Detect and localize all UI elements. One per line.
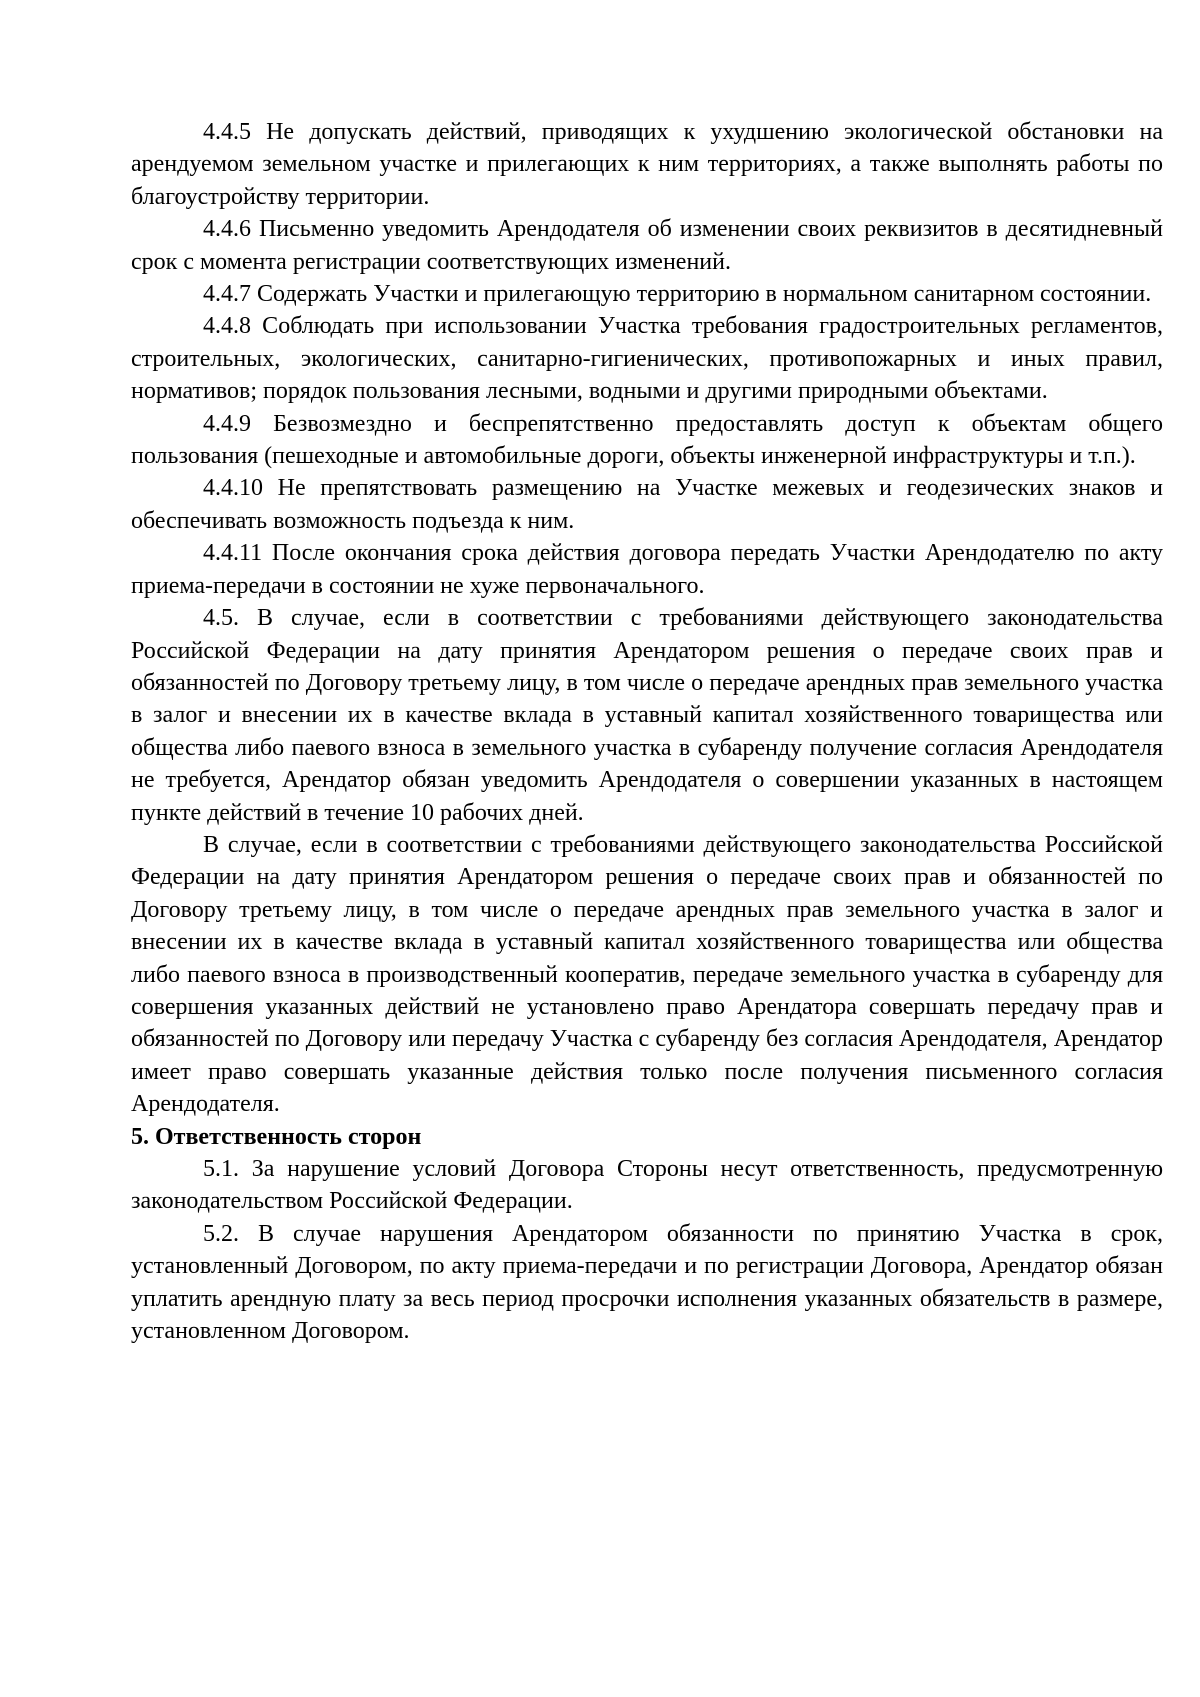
clause-4-4-8: 4.4.8 Соблюдать при использовании Участка требования градостроительных регламентов, строительных, экологических, санитарно-гигиенических, противопожарных и иных правил, нормативов; порядок пользования лесными, водными и другими природными объектами. — [131, 313, 1163, 405]
clause-5-1: 5.1. За нарушение условий Договора Стороны несут ответственность, предусмотренную законодательством Российской Федерации. — [131, 1156, 1163, 1215]
clause-4-5-continuation: В случае, если в соответствии с требованиями действующего законодательства Российской Федерации на дату принятия Арендатором решения о передаче своих прав и обязанностей по Договору третьему лицу, в том числе о передаче арендных прав земельного участка в залог и внесении их в качестве вклада в уставный капитал хозяйственного товарищества или общества либо паевого взноса в производственный кооператив, передаче земельного участка в субаренду для совершения указанных действий не установлено право Арендатора совершать передачу прав и обязанностей по Договору или передачу Участка с субаренду без согласия Арендодателя, Арендатор имеет право совершать указанные действия только после получения письменного согласия Арендодателя. — [131, 831, 1163, 1118]
clause-4-4-11: 4.4.11 После окончания срока действия договора передать Участки Арендодателю по акту приема-передачи в состоянии не хуже первоначального. — [131, 540, 1163, 599]
clause-5-2: 5.2. В случае нарушения Арендатором обязанности по принятию Участка в срок, установленный Договором, по акту приема-передачи и по регистрации Договора, Арендатор обязан уплатить арендную плату за весь период просрочки исполнения указанных обязательств в размере, установленном Договором. — [131, 1220, 1163, 1345]
document-page — [131, 116, 1163, 1347]
section-heading: 5. Ответственность сторон — [131, 1123, 422, 1150]
clause-4-4-6: 4.4.6 Письменно уведомить Арендодателя об изменении своих реквизитов в десятидневный срок с момента регистрации соответствующих изменений. — [131, 216, 1163, 275]
clause-4-5: 4.5. В случае, если в соответствии с требованиями действующего законодательства Российской Федерации на дату принятия Арендатором решения о передаче своих прав и обязанностей по Договору третьему лицу, в том числе о передаче арендных прав земельного участка в залог и внесении их в качестве вклада в уставный капитал хозяйственного товарищества или общества либо паевого взноса в земельного участка в субаренду получение согласия Арендодателя не требуется, Арендатор обязан уведомить Арендодателя о совершении указанных в настоящем пункте действий в течение 10 рабочих дней. — [131, 605, 1163, 826]
clause-4-4-7: 4.4.7 Содержать Участки и прилегающую территорию в нормальном санитарном состоянии. — [203, 281, 1152, 308]
clause-4-4-5: 4.4.5 Не допускать действий, приводящих к ухудшению экологической обстановки на арендуемом земельном участке и прилегающих к ним территориях, а также выполнять работы по благоустройству территории. — [131, 119, 1163, 210]
clause-4-4-9: 4.4.9 Безвозмездно и беспрепятственно предоставлять доступ к объектам общего пользования (пешеходные и автомобильные дороги, объекты инженерной инфраструктуры и т.п.). — [131, 410, 1163, 470]
clause-4-4-10: 4.4.10 Не препятствовать размещению на Участке межевых и геодезических знаков и обеспечивать возможность подъезда к ним. — [131, 475, 1163, 534]
